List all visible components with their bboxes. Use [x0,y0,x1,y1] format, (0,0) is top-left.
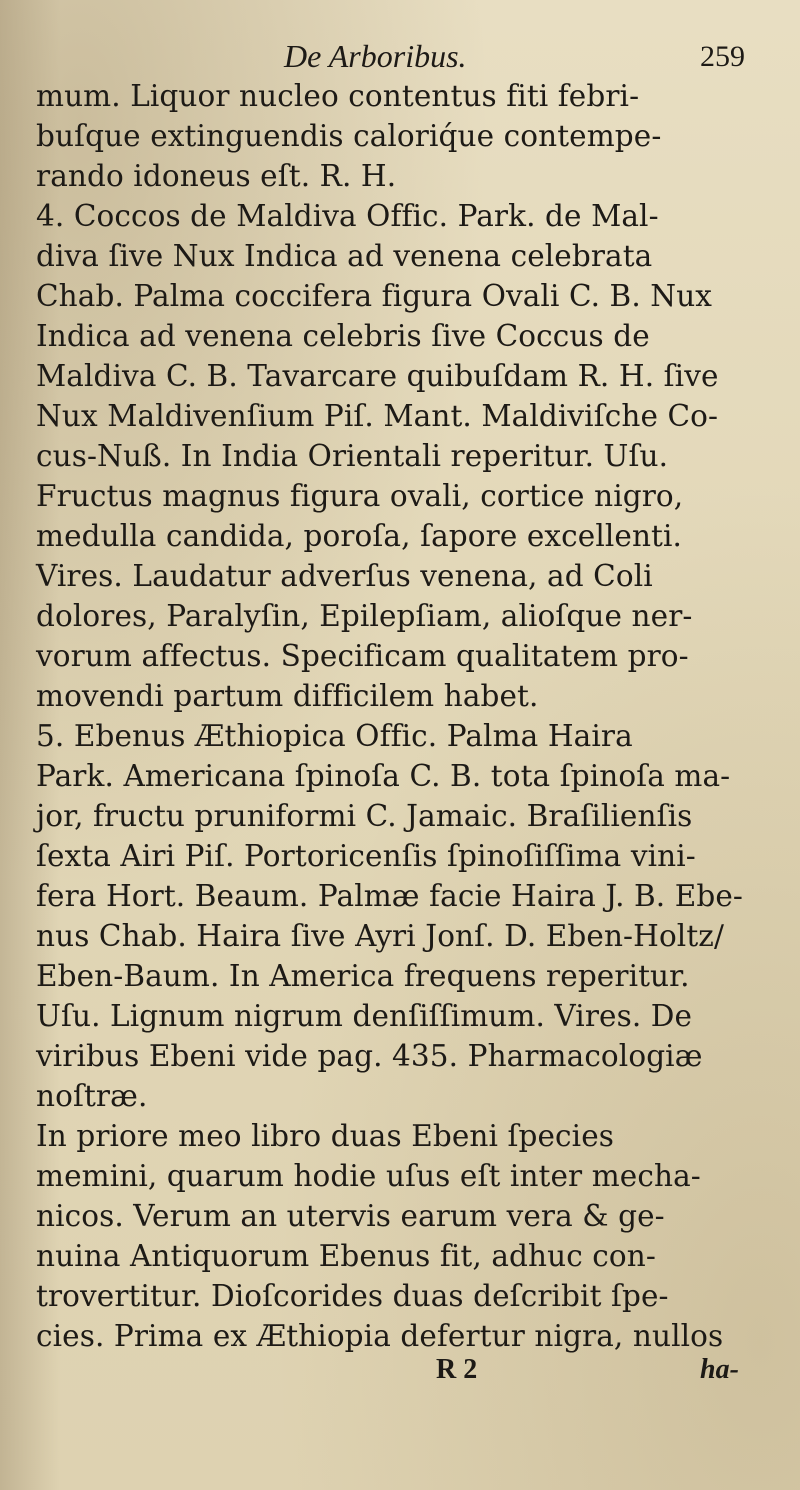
text-line: 5. Ebenus Æthiopica Offic. Palma Haira [36,719,633,753]
text-line: Eben-Baum. In America frequens reperitur. [36,959,690,993]
running-head: De Arboribus. [284,38,467,74]
text-line: nus Chab. Haira ſive Ayri Jonſ. D. Eben-Holtz/ [36,919,724,953]
text-line: Vires. Laudatur adverſus venena, ad Coli [36,559,653,593]
page-header [0,38,800,74]
text-line: dolores, Paralyſin, Epilepſiam, alioſque ner- [36,599,693,633]
text-line: Indica ad venena celebris ſive Coccus de [36,319,650,353]
catchword: ha- [700,1354,739,1385]
text-line: vorum affectus. Specificam qualitatem pro- [36,639,689,673]
text-line: Park. Americana ſpinoſa C. B. tota ſpinoſa ma- [36,759,731,793]
text-line: movendi partum difficilem habet. [36,679,539,713]
text-line: memini, quarum hodie uſus eſt inter mecha- [36,1159,701,1193]
text-line: fera Hort. Beaum. Palmæ facie Haira J. B. Ebe- [36,879,743,913]
text-line: cies. Prima ex Æthiopia defertur nigra, nullos [36,1319,724,1353]
text-line: Chab. Palma coccifera figura Ovali C. B. Nux [36,279,713,313]
text-line: jor, fructu pruniformi C. Jamaic. Braſilienſis [36,799,693,833]
page-number: 259 [700,40,745,73]
text-line: Uſu. Lignum nigrum denſiſſimum. Vires. De [36,999,693,1033]
signature-mark: R 2 [436,1354,478,1385]
text-line: trovertitur. Dioſcorides duas deſcribit ſpe- [36,1279,669,1313]
text-line: rando idoneus eſt. R. H. [36,159,397,193]
text-line: Fructus magnus figura ovali, cortice nigro, [36,479,684,513]
text-line: ſexta Airi Piſ. Portoricenſis ſpinoſiſſima vini- [36,839,696,873]
text-line: buſque extinguendis caloriq́ue contempe- [36,119,662,153]
page-footer [0,1354,800,1394]
text-line: mum. Liquor nucleo contentus fiti febri- [36,79,640,113]
text-line: nuina Antiquorum Ebenus fit, adhuc con- [36,1239,656,1273]
text-line: diva ſive Nux Indica ad venena celebrata [36,239,653,273]
text-line: 4. Coccos de Maldiva Offic. Park. de Mal- [36,199,659,233]
text-line: In priore meo libro duas Ebeni ſpecies [36,1119,614,1153]
text-line: cus-Nuß. In India Orientali reperitur. Uſu. [36,439,669,473]
text-line: medulla candida, poroſa, ſapore excellenti. [36,519,683,553]
text-line: noſtræ. [36,1079,148,1113]
text-line: viribus Ebeni vide pag. 435. Pharmacologiæ [36,1039,703,1073]
text-line: Maldiva C. B. Tavarcare quibuſdam R. H. ſive [36,359,719,393]
text-line: Nux Maldivenſium Piſ. Mant. Maldiviſche Co- [36,399,719,433]
text-line: nicos. Verum an utervis earum vera & ge- [36,1199,665,1233]
